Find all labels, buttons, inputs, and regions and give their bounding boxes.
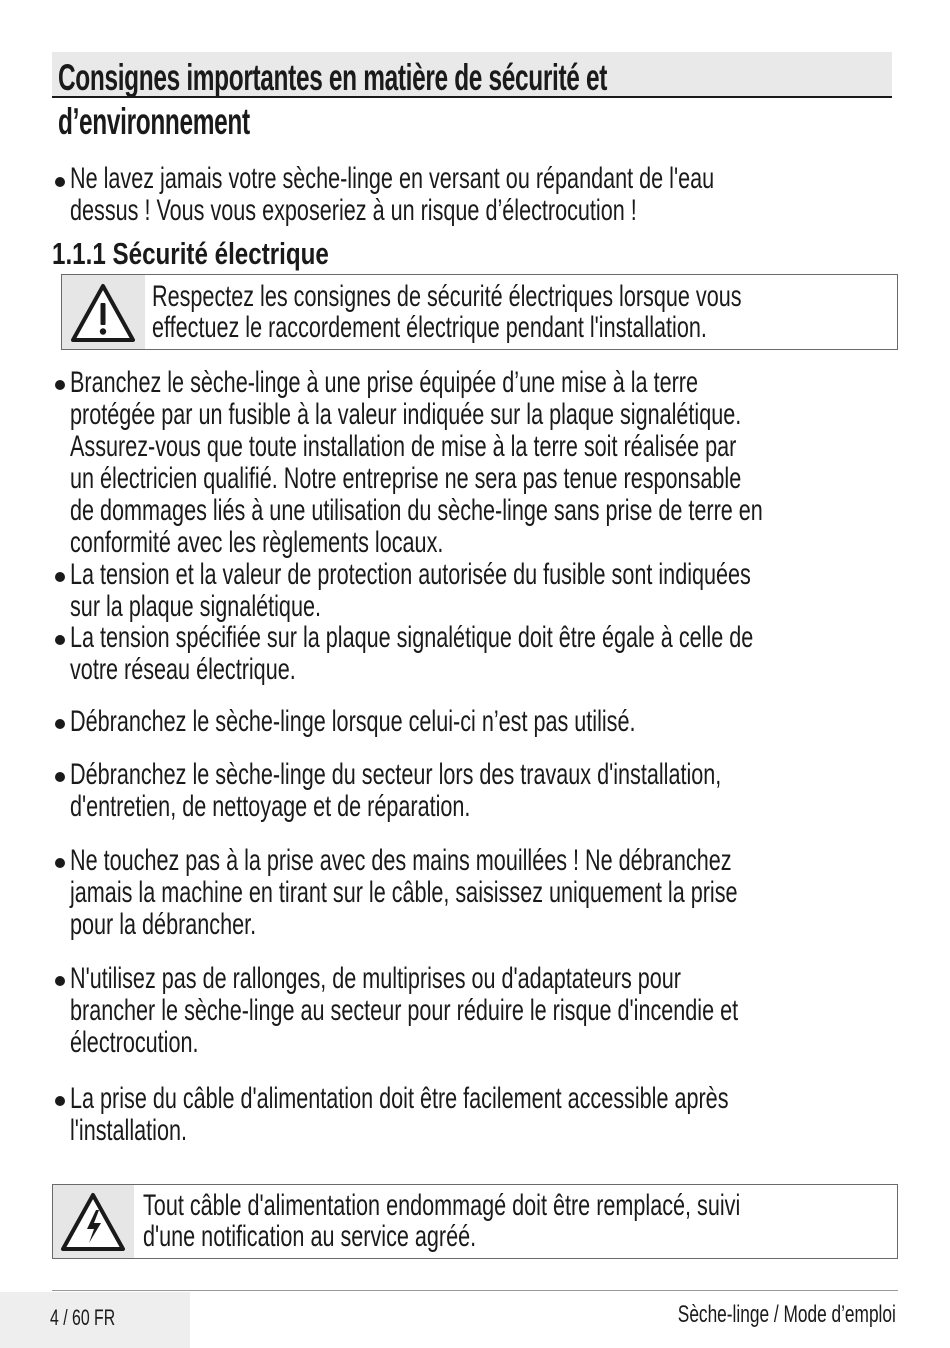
text-line: La prise du câble d'alimentation doit être facilement accessible après [70,1082,729,1115]
warning-box-damaged-cable [52,1184,898,1259]
warning-text [143,1190,740,1252]
bullet-plug-accessible [70,1083,728,1147]
bullet-dot [55,719,65,729]
warning-box-electrical [61,274,898,350]
text-line: sur la plaque signalétique. [70,590,321,623]
text-line: brancher le sèche-linge au secteur pour réduire le risque d'incendie et [70,994,739,1027]
text-line: protégée par un fusible à la valeur indiquée sur la plaque signalétique. [70,398,742,431]
warning-text [152,281,742,343]
text-line: d'entretien, de nettoyage et de réparation. [70,790,471,823]
bullet-dot [55,976,65,986]
text-line: Branchez le sèche-linge à une prise équipée d’une mise à la terre [70,366,698,399]
text-line: La tension spécifiée sur la plaque signalétique doit être égale à celle de [70,621,754,654]
text-line: d'une notification au service agréé. [143,1220,477,1253]
text-line: Assurez-vous que toute installation de mise à la terre soit réalisée par [70,430,737,463]
page-title-line-1: Consignes importantes en matière de sécurité et [58,57,608,98]
intro-bullet-text [70,163,714,227]
page-number: 4 / 60 FR [50,1305,116,1330]
text-line: Ne touchez pas à la prise avec des mains mouillées ! Ne débranchez [70,844,732,877]
warning-icon-cell [62,275,145,349]
text-line: N'utilisez pas de rallonges, de multiprises ou d'adaptateurs pour [70,962,681,995]
text-line: jamais la machine en tirant sur le câble, saisissez uniquement la prise [70,876,738,909]
electric-hazard-icon [60,1192,126,1252]
bullet-earth-connection [70,367,763,559]
document-title: Sèche-linge / Mode d’emploi [677,1301,896,1328]
text-line: Ne lavez jamais votre sèche-linge en versant ou répandant de l'eau [70,162,715,195]
bullet-dot [55,858,65,868]
warning-icon-cell [53,1185,134,1258]
text-line: effectuez le raccordement électrique pendant l'installation. [152,311,707,344]
bullet-network-voltage [70,622,753,686]
warning-triangle-icon [70,283,136,343]
text-line: votre réseau électrique. [70,653,296,686]
text-line: l'installation. [70,1114,187,1147]
text-line: un électricien qualifié. Notre entreprise ne sera pas tenue responsable [70,462,742,495]
bullet-dot [55,635,65,645]
text-line: Respectez les consignes de sécurité électriques lorsque vous [152,280,742,313]
bullet-dot [55,772,65,782]
text-line: pour la débrancher. [70,908,257,941]
text-line: Débranchez le sèche-linge du secteur lors des travaux d'installation, [70,758,722,791]
bullet-dot [55,1096,65,1106]
text-line: Débranchez le sèche-linge lorsque celui-ci n’est pas utilisé. [70,705,636,738]
bullet-unplug-maintenance [70,759,721,823]
bullet-voltage-fuse [70,559,751,623]
bullet-dot [55,177,65,187]
text-line: électrocution. [70,1026,199,1059]
text-line: La tension et la valeur de protection autorisée du fusible sont indiquées [70,558,751,591]
bullet-dot [55,380,65,390]
bullet-wet-hands [70,845,738,941]
footer-divider [52,1290,898,1291]
bullet-unplug-unused [70,706,635,738]
text-line: Tout câble d'alimentation endommagé doit être remplacé, suivi [143,1189,741,1222]
text-line: conformité avec les règlements locaux. [70,526,444,559]
section-heading: 1.1.1 Sécurité électrique [52,236,329,271]
bullet-no-extensions [70,963,738,1059]
text-line: dessus ! Vous vous exposeriez à un risque d’électrocution ! [70,194,637,227]
bullet-dot [55,572,65,582]
text-line: de dommages liés à une utilisation du sèche-linge sans prise de terre en [70,494,763,527]
page-title [58,56,784,144]
page-title-line-2: d’environnement [58,101,250,142]
